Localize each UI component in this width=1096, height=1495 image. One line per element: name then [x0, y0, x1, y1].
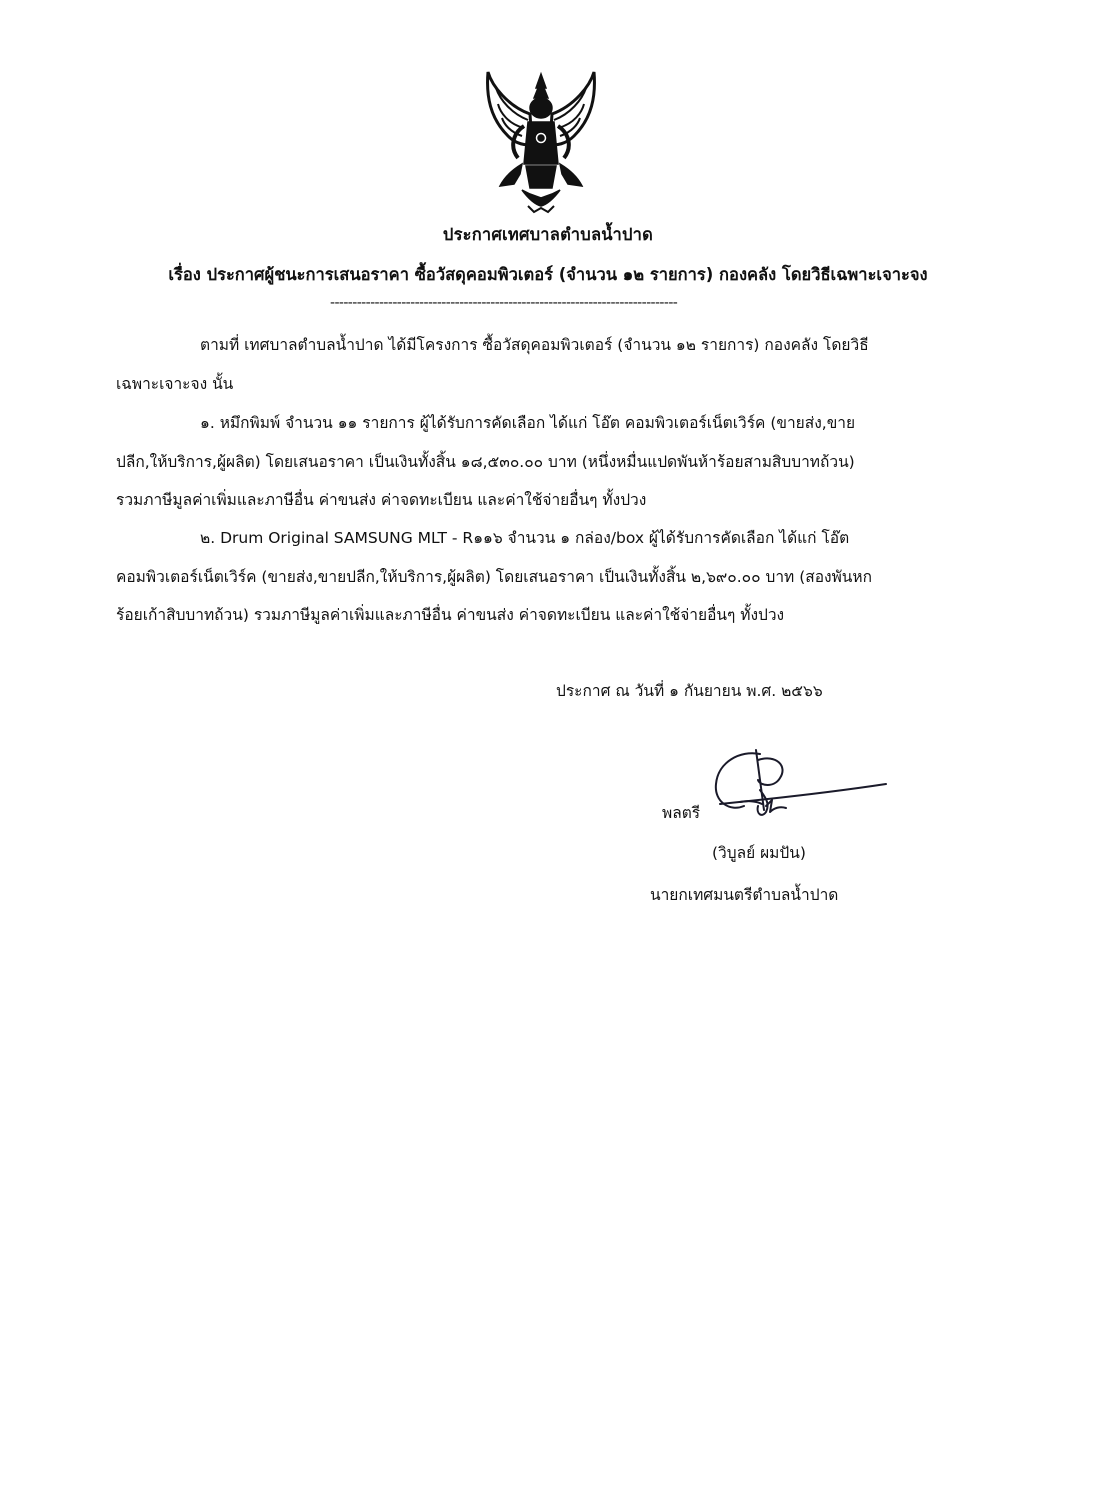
item-1-line-2: ปลีก,ให้บริการ,ผู้ผลิต) โดยเสนอราคา เป็นเงินทั้งสิ้น ๑๘,๕๓๐.๐๐ บาท (หนึ่งหมื่นแปดพันห้าร้อยสามสิบบาทถ้วน)	[116, 452, 855, 471]
signer-position: นายกเทศมนตรีตำบลน้ำปาด	[650, 886, 839, 904]
item-2-paragraph	[116, 519, 986, 635]
signer-rank: พลตรี	[662, 804, 701, 822]
separator-line: ------------------------------------------------------------------------------	[330, 295, 678, 311]
garuda-emblem-icon	[478, 66, 604, 216]
item-2-line-3: ร้อยเก้าสิบบาทถ้วน) รวมภาษีมูลค่าเพิ่มและภาษีอื่น ค่าขนส่ง ค่าจดทะเบียน และค่าใช้จ่ายอื่นๆ ทั้งปวง	[116, 606, 785, 624]
item-1-paragraph	[116, 404, 986, 520]
item-1-line-3: รวมภาษีมูลค่าเพิ่มและภาษีอื่น ค่าขนส่ง ค่าจดทะเบียน และค่าใช้จ่ายอื่นๆ ทั้งปวง	[116, 491, 647, 509]
item-2-line-1: ๒. Drum Original SAMSUNG MLT - R๑๑๖ จำนวน ๑ กล่อง/box ผู้ได้รับการคัดเลือก ได้แก่ โอ๊ต	[200, 529, 850, 547]
signature-icon	[700, 740, 900, 840]
announcement-date: ประกาศ ณ วันที่ ๑ กันยายน พ.ศ. ๒๕๖๖	[556, 682, 823, 700]
document-subject: เรื่อง ประกาศผู้ชนะการเสนอราคา ซื้อวัสดุคอมพิวเตอร์ (จำนวน ๑๒ รายการ) กองคลัง โดยวิธีเฉพาะเจาะจง	[168, 265, 928, 284]
intro-line-1: ตามที่ เทศบาลตำบลน้ำปาด ได้มีโครงการ ซื้อวัสดุคอมพิวเตอร์ (จำนวน ๑๒ รายการ) กองคลัง โดยวิธี	[200, 336, 869, 354]
item-2-line-2: คอมพิวเตอร์เน็ตเวิร์ค (ขายส่ง,ขายปลีก,ให้บริการ,ผู้ผลิต) โดยเสนอราคา เป็นเงินทั้งสิ้น ๒,๖๙๐.๐๐ บาท (สองพันหก	[116, 567, 872, 586]
document-title: ประกาศเทศบาลตำบลน้ำปาด	[442, 225, 654, 244]
signer-name: (วิบูลย์ ผมปัน)	[712, 844, 806, 862]
intro-line-2: เฉพาะเจาะจง นั้น	[116, 374, 234, 393]
item-1-line-1: ๑. หมึกพิมพ์ จำนวน ๑๑ รายการ ผู้ได้รับการคัดเลือก ได้แก่ โอ๊ต คอมพิวเตอร์เน็ตเวิร์ค (ขายส่ง,ขาย	[200, 414, 856, 432]
intro-paragraph	[116, 326, 986, 403]
